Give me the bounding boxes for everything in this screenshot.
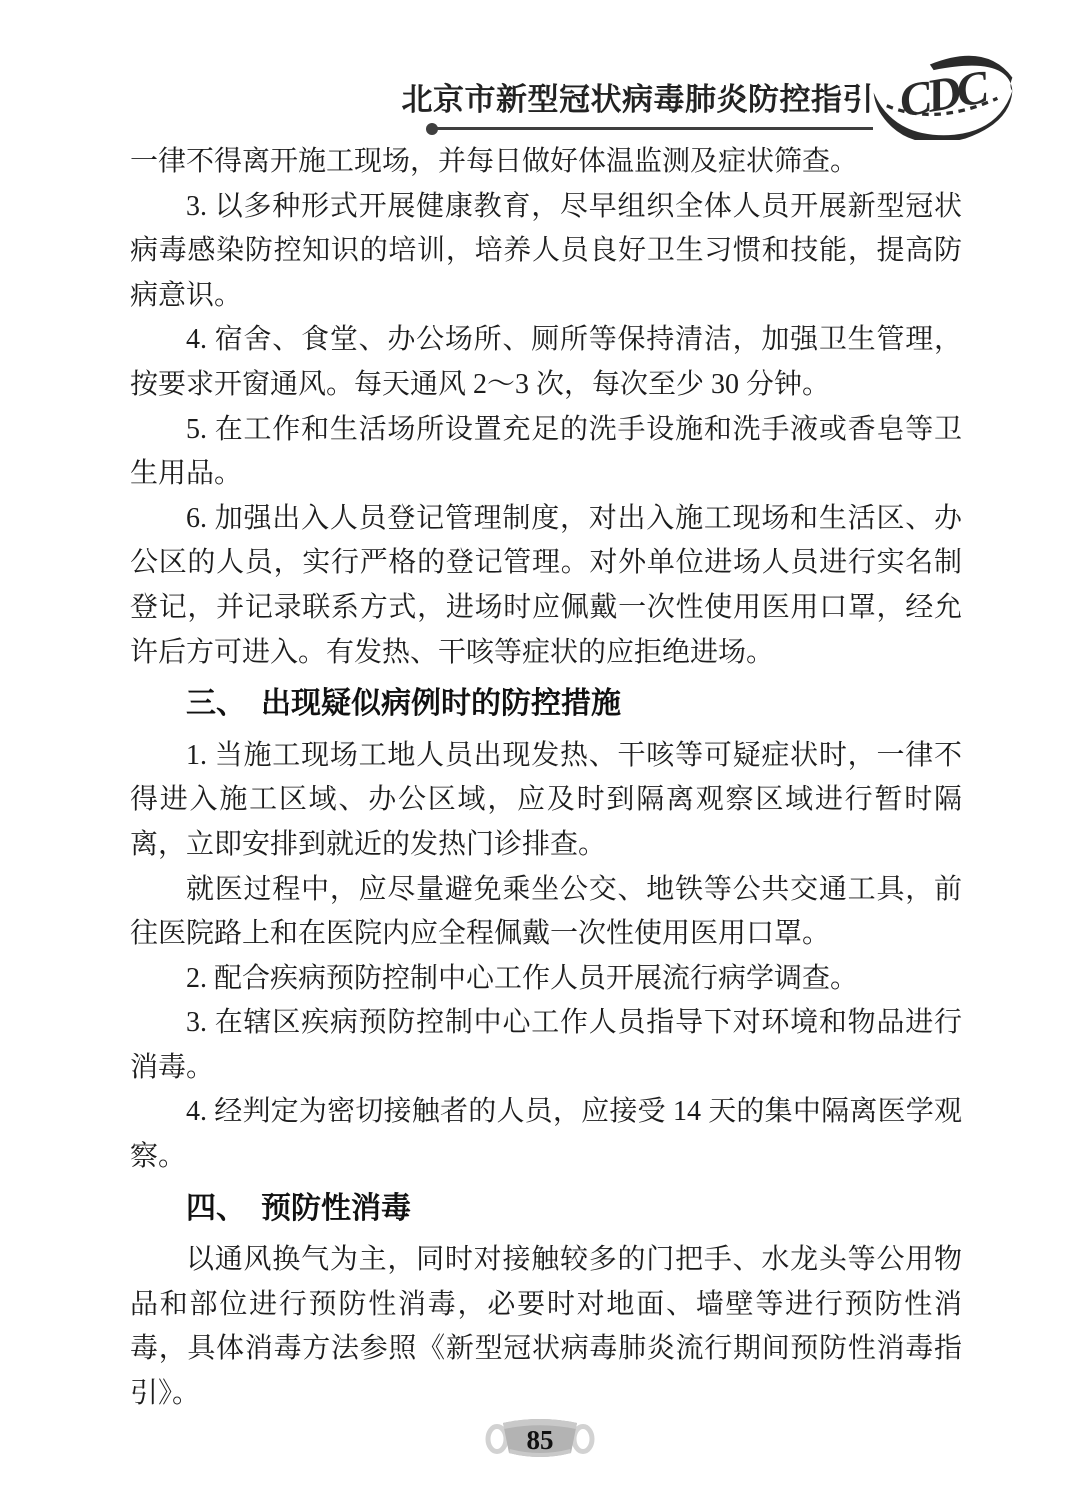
paragraph: 2. 配合疾病预防控制中心工作人员开展流行病学调查。 xyxy=(186,962,859,994)
cdc-logo-icon xyxy=(868,48,1018,140)
page-number: 85 xyxy=(526,1425,554,1455)
paragraph: 3. 在辖区疾病预防控制中心工作人员指导下对环境和物品进行消毒。 xyxy=(130,1007,962,1083)
paragraph: 就医过程中，应尽量避免乘坐公交、地铁等公共交通工具，前往医院路上和在医院内应全程佩戴一次性使用医用口罩。 xyxy=(130,873,962,950)
face-mask-icon xyxy=(484,1412,596,1466)
section-heading-suspected-cases: 三、 出现疑似病例时的防控措施 xyxy=(186,687,621,721)
section-heading-preventive-disinfection: 四、 预防性消毒 xyxy=(186,1191,411,1225)
page-number-badge xyxy=(484,1412,596,1466)
header-title: 北京市新型冠状病毒肺炎防控指引 xyxy=(401,82,874,117)
paragraph-continuation: 一律不得离开施工现场，并每日做好体温监测及症状筛查。 xyxy=(130,146,859,177)
paragraph: 6. 加强出入人员登记管理制度，对出入施工现场和生活区、办公区的人员，实行严格的登记管理。对外单位进场人员进行实名制登记，并记录联系方式，进场时应佩戴一次性使用医用口罩，经允许后方可进入。有发热、干咳等症状的应拒绝进场。 xyxy=(130,502,962,668)
paragraph: 1. 当施工现场工地人员出现发热、干咳等可疑症状时，一律不得进入施工区域、办公区域，应及时到隔离观察区域进行暂时隔离，立即安排到就近的发热门诊排查。 xyxy=(130,739,962,860)
paragraph: 4. 经判定为密切接触者的人员，应接受 14 天的集中隔离医学观察。 xyxy=(130,1096,962,1173)
paragraph: 4. 宿舍、食堂、办公场所、厕所等保持清洁，加强卫生管理，按要求开窗通风。每天通风 2～3 次，每次至少 30 分钟。 xyxy=(130,324,962,400)
header-rule-dot-icon xyxy=(426,123,438,135)
paragraph: 5. 在工作和生活场所设置充足的洗手设施和洗手液或香皂等卫生用品。 xyxy=(130,413,962,490)
paragraph: 3. 以多种形式开展健康教育，尽早组织全体人员开展新型冠状病毒感染防控知识的培训，培养人员良好卫生习惯和技能，提高防病意识。 xyxy=(130,190,962,311)
header-rule xyxy=(430,127,873,130)
cdc-logo-text: CDC xyxy=(895,61,989,128)
paragraph: 以通风换气为主，同时对接触较多的门把手、水龙头等公用物品和部位进行预防性消毒，必要时对地面、墙壁等进行预防性消毒，具体消毒方法参照《新型冠状病毒肺炎流行期间预防性消毒指引》。 xyxy=(130,1244,962,1410)
document-body xyxy=(130,140,962,1417)
